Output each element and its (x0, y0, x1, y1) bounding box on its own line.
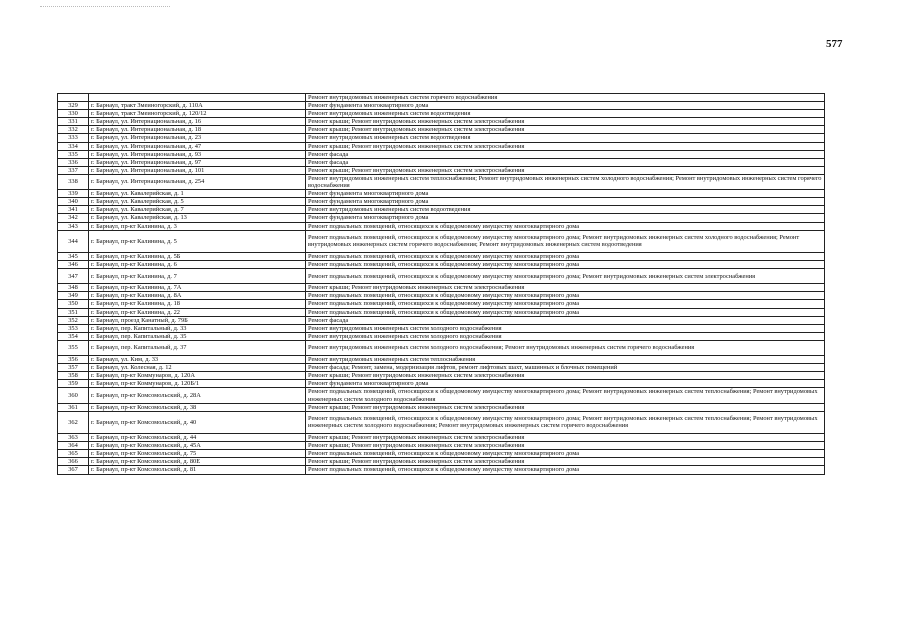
address-cell: г. Барнаул, пер. Капитальный, д. 37 (89, 340, 306, 355)
repair-table-container (57, 93, 825, 475)
address-cell: г. Барнаул, пр-кт Калинина, д. 6 (89, 260, 306, 268)
table-row (58, 222, 825, 230)
row-number-cell: 337 (58, 166, 89, 174)
work-type-cell: Ремонт подвальных помещений, относящихся к общедомовому имуществу многоквартирного дома (306, 466, 825, 474)
row-number-cell: 354 (58, 332, 89, 340)
work-type-cell: Ремонт фундамента многоквартирного дома (306, 214, 825, 222)
row-number-cell: 361 (58, 403, 89, 411)
work-type-cell: Ремонт внутридомовых инженерных систем водоотведения (306, 206, 825, 214)
row-number-cell: 359 (58, 380, 89, 388)
address-cell: г. Барнаул, ул. Колесная, д. 12 (89, 364, 306, 372)
row-number-cell: 353 (58, 324, 89, 332)
row-number-cell: 335 (58, 150, 89, 158)
row-number-cell: 365 (58, 450, 89, 458)
work-type-cell: Ремонт фундамента многоквартирного дома (306, 190, 825, 198)
table-row (58, 214, 825, 222)
address-cell: г. Барнаул, пр-кт Комсомольский, д. 44 (89, 434, 306, 442)
table-row (58, 198, 825, 206)
table-row (58, 356, 825, 364)
work-type-cell: Ремонт подвальных помещений, относящихся к общедомовому имуществу многоквартирного дома; Ремонт внутридомовых инженерных систем электроснабжения (306, 269, 825, 284)
address-cell: г. Барнаул, пр-кт Комсомольский, д. 40 (89, 411, 306, 433)
row-number-cell: 348 (58, 284, 89, 292)
work-type-cell: Ремонт внутридомовых инженерных систем теплоснабжения (306, 356, 825, 364)
table-row (58, 118, 825, 126)
address-cell: г. Барнаул, ул. Интернациональная, д. 254 (89, 174, 306, 189)
address-cell: г. Барнаул, пр-кт Комсомольский, д. 45А (89, 442, 306, 450)
address-cell: г. Барнаул, тракт Змеиногорский, д. 120/12 (89, 110, 306, 118)
row-number-cell: 346 (58, 260, 89, 268)
table-row (58, 284, 825, 292)
page-number: 577 (826, 38, 843, 50)
row-number-cell: 343 (58, 222, 89, 230)
table-row (58, 174, 825, 189)
row-number-cell: 350 (58, 300, 89, 308)
work-type-cell: Ремонт подвальных помещений, относящихся к общедомовому имуществу многоквартирного дома (306, 308, 825, 316)
table-row (58, 158, 825, 166)
address-cell: г. Барнаул, пр-кт Калинина, д. 22 (89, 308, 306, 316)
repair-table-body (58, 94, 825, 475)
table-row (58, 292, 825, 300)
row-number-cell (58, 94, 89, 102)
row-number-cell: 364 (58, 442, 89, 450)
work-type-cell: Ремонт крыши; Ремонт внутридомовых инженерных систем электроснабжения (306, 118, 825, 126)
address-cell: г. Барнаул, ул. Кавалерийская, д. 1 (89, 190, 306, 198)
row-number-cell: 339 (58, 190, 89, 198)
work-type-cell: Ремонт подвальных помещений, относящихся к общедомовому имуществу многоквартирного дома (306, 300, 825, 308)
address-cell: г. Барнаул, пр-кт Комсомольский, д. 38 (89, 403, 306, 411)
row-number-cell: 342 (58, 214, 89, 222)
table-row (58, 190, 825, 198)
address-cell: г. Барнаул, ул. Интернациональная, д. 101 (89, 166, 306, 174)
table-row (58, 372, 825, 380)
row-number-cell: 356 (58, 356, 89, 364)
row-number-cell: 341 (58, 206, 89, 214)
table-row (58, 340, 825, 355)
address-cell: г. Барнаул, пр-кт Комсомольский, д. 75 (89, 450, 306, 458)
address-cell: г. Барнаул, пр-кт Коммунаров, д. 120Б/1 (89, 380, 306, 388)
table-row (58, 126, 825, 134)
address-cell: г. Барнаул, ул. Кавалерийская, д. 5 (89, 198, 306, 206)
address-cell: г. Барнаул, пр-кт Калинина, д. 3 (89, 222, 306, 230)
work-type-cell: Ремонт внутридомовых инженерных систем холодного водоснабжения (306, 324, 825, 332)
work-type-cell: Ремонт внутридомовых инженерных систем холодного водоснабжения; Ремонт внутридомовых инженерных систем горячего водоснабжения (306, 340, 825, 355)
repair-table (57, 93, 825, 475)
work-type-cell: Ремонт крыши; Ремонт внутридомовых инженерных систем электроснабжения (306, 372, 825, 380)
scan-artifact (40, 6, 170, 8)
work-type-cell: Ремонт подвальных помещений, относящихся к общедомовому имуществу многоквартирного дома (306, 450, 825, 458)
work-type-cell: Ремонт подвальных помещений, относящихся к общедомовому имуществу многоквартирного дома; Ремонт внутридомовых инженерных систем теплоснабжения; Ремонт внутридомовых инженерных систем холодного водоснабжения (306, 388, 825, 403)
table-row (58, 269, 825, 284)
table-row (58, 316, 825, 324)
table-row (58, 94, 825, 102)
work-type-cell: Ремонт подвальных помещений, относящихся к общедомовому имуществу многоквартирного дома (306, 292, 825, 300)
table-row (58, 252, 825, 260)
address-cell: г. Барнаул, ул. Интернациональная, д. 23 (89, 134, 306, 142)
address-cell: г. Барнаул, пр-кт Калинина, д. 8А (89, 292, 306, 300)
address-cell: г. Барнаул, пр-кт Комсомольский, д. 28А (89, 388, 306, 403)
table-row (58, 388, 825, 403)
table-row (58, 450, 825, 458)
table-row (58, 102, 825, 110)
work-type-cell: Ремонт крыши; Ремонт внутридомовых инженерных систем электроснабжения (306, 442, 825, 450)
table-row (58, 364, 825, 372)
table-row (58, 142, 825, 150)
address-cell: г. Барнаул, пр-кт Комсомольский, д. 80Е (89, 458, 306, 466)
table-row (58, 442, 825, 450)
address-cell: г. Барнаул, пер. Капитальный, д. 33 (89, 324, 306, 332)
row-number-cell: 367 (58, 466, 89, 474)
row-number-cell: 352 (58, 316, 89, 324)
work-type-cell: Ремонт крыши; Ремонт внутридомовых инженерных систем электроснабжения (306, 403, 825, 411)
work-type-cell: Ремонт подвальных помещений, относящихся к общедомовому имуществу многоквартирного дома; Ремонт внутридомовых инженерных систем теплоснабжения; Ремонт внутридомовых инженерных систем холодного водоснабжения; Ремонт внутридомовых инженерных систем горячего водоснабжения (306, 411, 825, 433)
row-number-cell: 330 (58, 110, 89, 118)
row-number-cell: 334 (58, 142, 89, 150)
table-row (58, 300, 825, 308)
address-cell: г. Барнаул, пр-кт Калинина, д. 7А (89, 284, 306, 292)
work-type-cell: Ремонт крыши; Ремонт внутридомовых инженерных систем электроснабжения (306, 434, 825, 442)
row-number-cell: 362 (58, 411, 89, 433)
table-row (58, 308, 825, 316)
table-row (58, 324, 825, 332)
address-cell: г. Барнаул, проезд Канатный, д. 79Б (89, 316, 306, 324)
table-row (58, 466, 825, 474)
row-number-cell: 336 (58, 158, 89, 166)
work-type-cell: Ремонт внутридомовых инженерных систем холодного водоснабжения (306, 332, 825, 340)
address-cell: г. Барнаул, тракт Змеиногорский, д. 110А (89, 102, 306, 110)
work-type-cell: Ремонт фасада (306, 316, 825, 324)
table-row (58, 458, 825, 466)
work-type-cell: Ремонт крыши; Ремонт внутридомовых инженерных систем электроснабжения (306, 166, 825, 174)
address-cell: г. Барнаул, пр-кт Коммунаров, д. 120А (89, 372, 306, 380)
address-cell: г. Барнаул, ул. Интернациональная, д. 93 (89, 150, 306, 158)
work-type-cell: Ремонт подвальных помещений, относящихся к общедомовому имуществу многоквартирного дома (306, 260, 825, 268)
row-number-cell: 338 (58, 174, 89, 189)
address-cell: г. Барнаул, пр-кт Калинина, д. 5 (89, 230, 306, 252)
table-row (58, 411, 825, 433)
work-type-cell: Ремонт фасада (306, 158, 825, 166)
table-row (58, 332, 825, 340)
work-type-cell: Ремонт внутридомовых инженерных систем водоотведения (306, 134, 825, 142)
table-row (58, 434, 825, 442)
address-cell: г. Барнаул, пр-кт Калинина, д. 5Б (89, 252, 306, 260)
work-type-cell: Ремонт фундамента многоквартирного дома (306, 102, 825, 110)
table-row (58, 206, 825, 214)
table-row (58, 110, 825, 118)
work-type-cell: Ремонт подвальных помещений, относящихся к общедомовому имуществу многоквартирного дома; Ремонт внутридомовых инженерных систем холодного водоснабжения; Ремонт внутридомовых инженерных систем горячего водоснабжения; Ремонт внутридомовых инженерных систем водоотведения (306, 230, 825, 252)
address-cell: г. Барнаул, пер. Капитальный, д. 35 (89, 332, 306, 340)
work-type-cell: Ремонт фундамента многоквартирного дома (306, 380, 825, 388)
table-row (58, 380, 825, 388)
row-number-cell: 347 (58, 269, 89, 284)
table-row (58, 166, 825, 174)
address-cell: г. Барнаул, ул. Интернациональная, д. 97 (89, 158, 306, 166)
row-number-cell: 357 (58, 364, 89, 372)
address-cell: г. Барнаул, пр-кт Калинина, д. 7 (89, 269, 306, 284)
row-number-cell: 332 (58, 126, 89, 134)
row-number-cell: 331 (58, 118, 89, 126)
row-number-cell: 366 (58, 458, 89, 466)
address-cell: г. Барнаул, ул. Интернациональная, д. 47 (89, 142, 306, 150)
work-type-cell: Ремонт крыши; Ремонт внутридомовых инженерных систем электроснабжения (306, 142, 825, 150)
row-number-cell: 363 (58, 434, 89, 442)
table-row (58, 150, 825, 158)
work-type-cell: Ремонт подвальных помещений, относящихся к общедомовому имуществу многоквартирного дома (306, 222, 825, 230)
work-type-cell: Ремонт фундамента многоквартирного дома (306, 198, 825, 206)
row-number-cell: 358 (58, 372, 89, 380)
work-type-cell: Ремонт крыши; Ремонт внутридомовых инженерных систем электроснабжения (306, 126, 825, 134)
address-cell: г. Барнаул, ул. Интернациональная, д. 16 (89, 118, 306, 126)
row-number-cell: 329 (58, 102, 89, 110)
address-cell: г. Барнаул, пр-кт Калинина, д. 18 (89, 300, 306, 308)
work-type-cell: Ремонт внутридомовых инженерных систем водоотведения (306, 110, 825, 118)
row-number-cell: 355 (58, 340, 89, 355)
work-type-cell: Ремонт крыши; Ремонт внутридомовых инженерных систем электроснабжения (306, 458, 825, 466)
work-type-cell: Ремонт фасада (306, 150, 825, 158)
table-row (58, 230, 825, 252)
table-row (58, 260, 825, 268)
table-row (58, 134, 825, 142)
row-number-cell: 340 (58, 198, 89, 206)
address-cell: г. Барнаул, ул. Ким, д. 33 (89, 356, 306, 364)
address-cell: г. Барнаул, ул. Кавалерийская, д. 13 (89, 214, 306, 222)
table-row (58, 403, 825, 411)
address-cell: г. Барнаул, пр-кт Комсомольский, д. 81 (89, 466, 306, 474)
work-type-cell: Ремонт фасада; Ремонт, замена, модернизация лифтов, ремонт лифтовых шахт, машинных и блочных помещений (306, 364, 825, 372)
row-number-cell: 345 (58, 252, 89, 260)
work-type-cell: Ремонт подвальных помещений, относящихся к общедомовому имуществу многоквартирного дома (306, 252, 825, 260)
work-type-cell: Ремонт внутридомовых инженерных систем теплоснабжения; Ремонт внутридомовых инженерных систем холодного водоснабжения; Ремонт внутридомовых инженерных систем горячего водоснабжения (306, 174, 825, 189)
work-type-cell: Ремонт внутридомовых инженерных систем горячего водоснабжения (306, 94, 825, 102)
row-number-cell: 333 (58, 134, 89, 142)
row-number-cell: 351 (58, 308, 89, 316)
work-type-cell: Ремонт крыши; Ремонт внутридомовых инженерных систем электроснабжения (306, 284, 825, 292)
address-cell: г. Барнаул, ул. Интернациональная, д. 18 (89, 126, 306, 134)
row-number-cell: 344 (58, 230, 89, 252)
row-number-cell: 349 (58, 292, 89, 300)
address-cell: г. Барнаул, ул. Кавалерийская, д. 7 (89, 206, 306, 214)
row-number-cell: 360 (58, 388, 89, 403)
address-cell (89, 94, 306, 102)
